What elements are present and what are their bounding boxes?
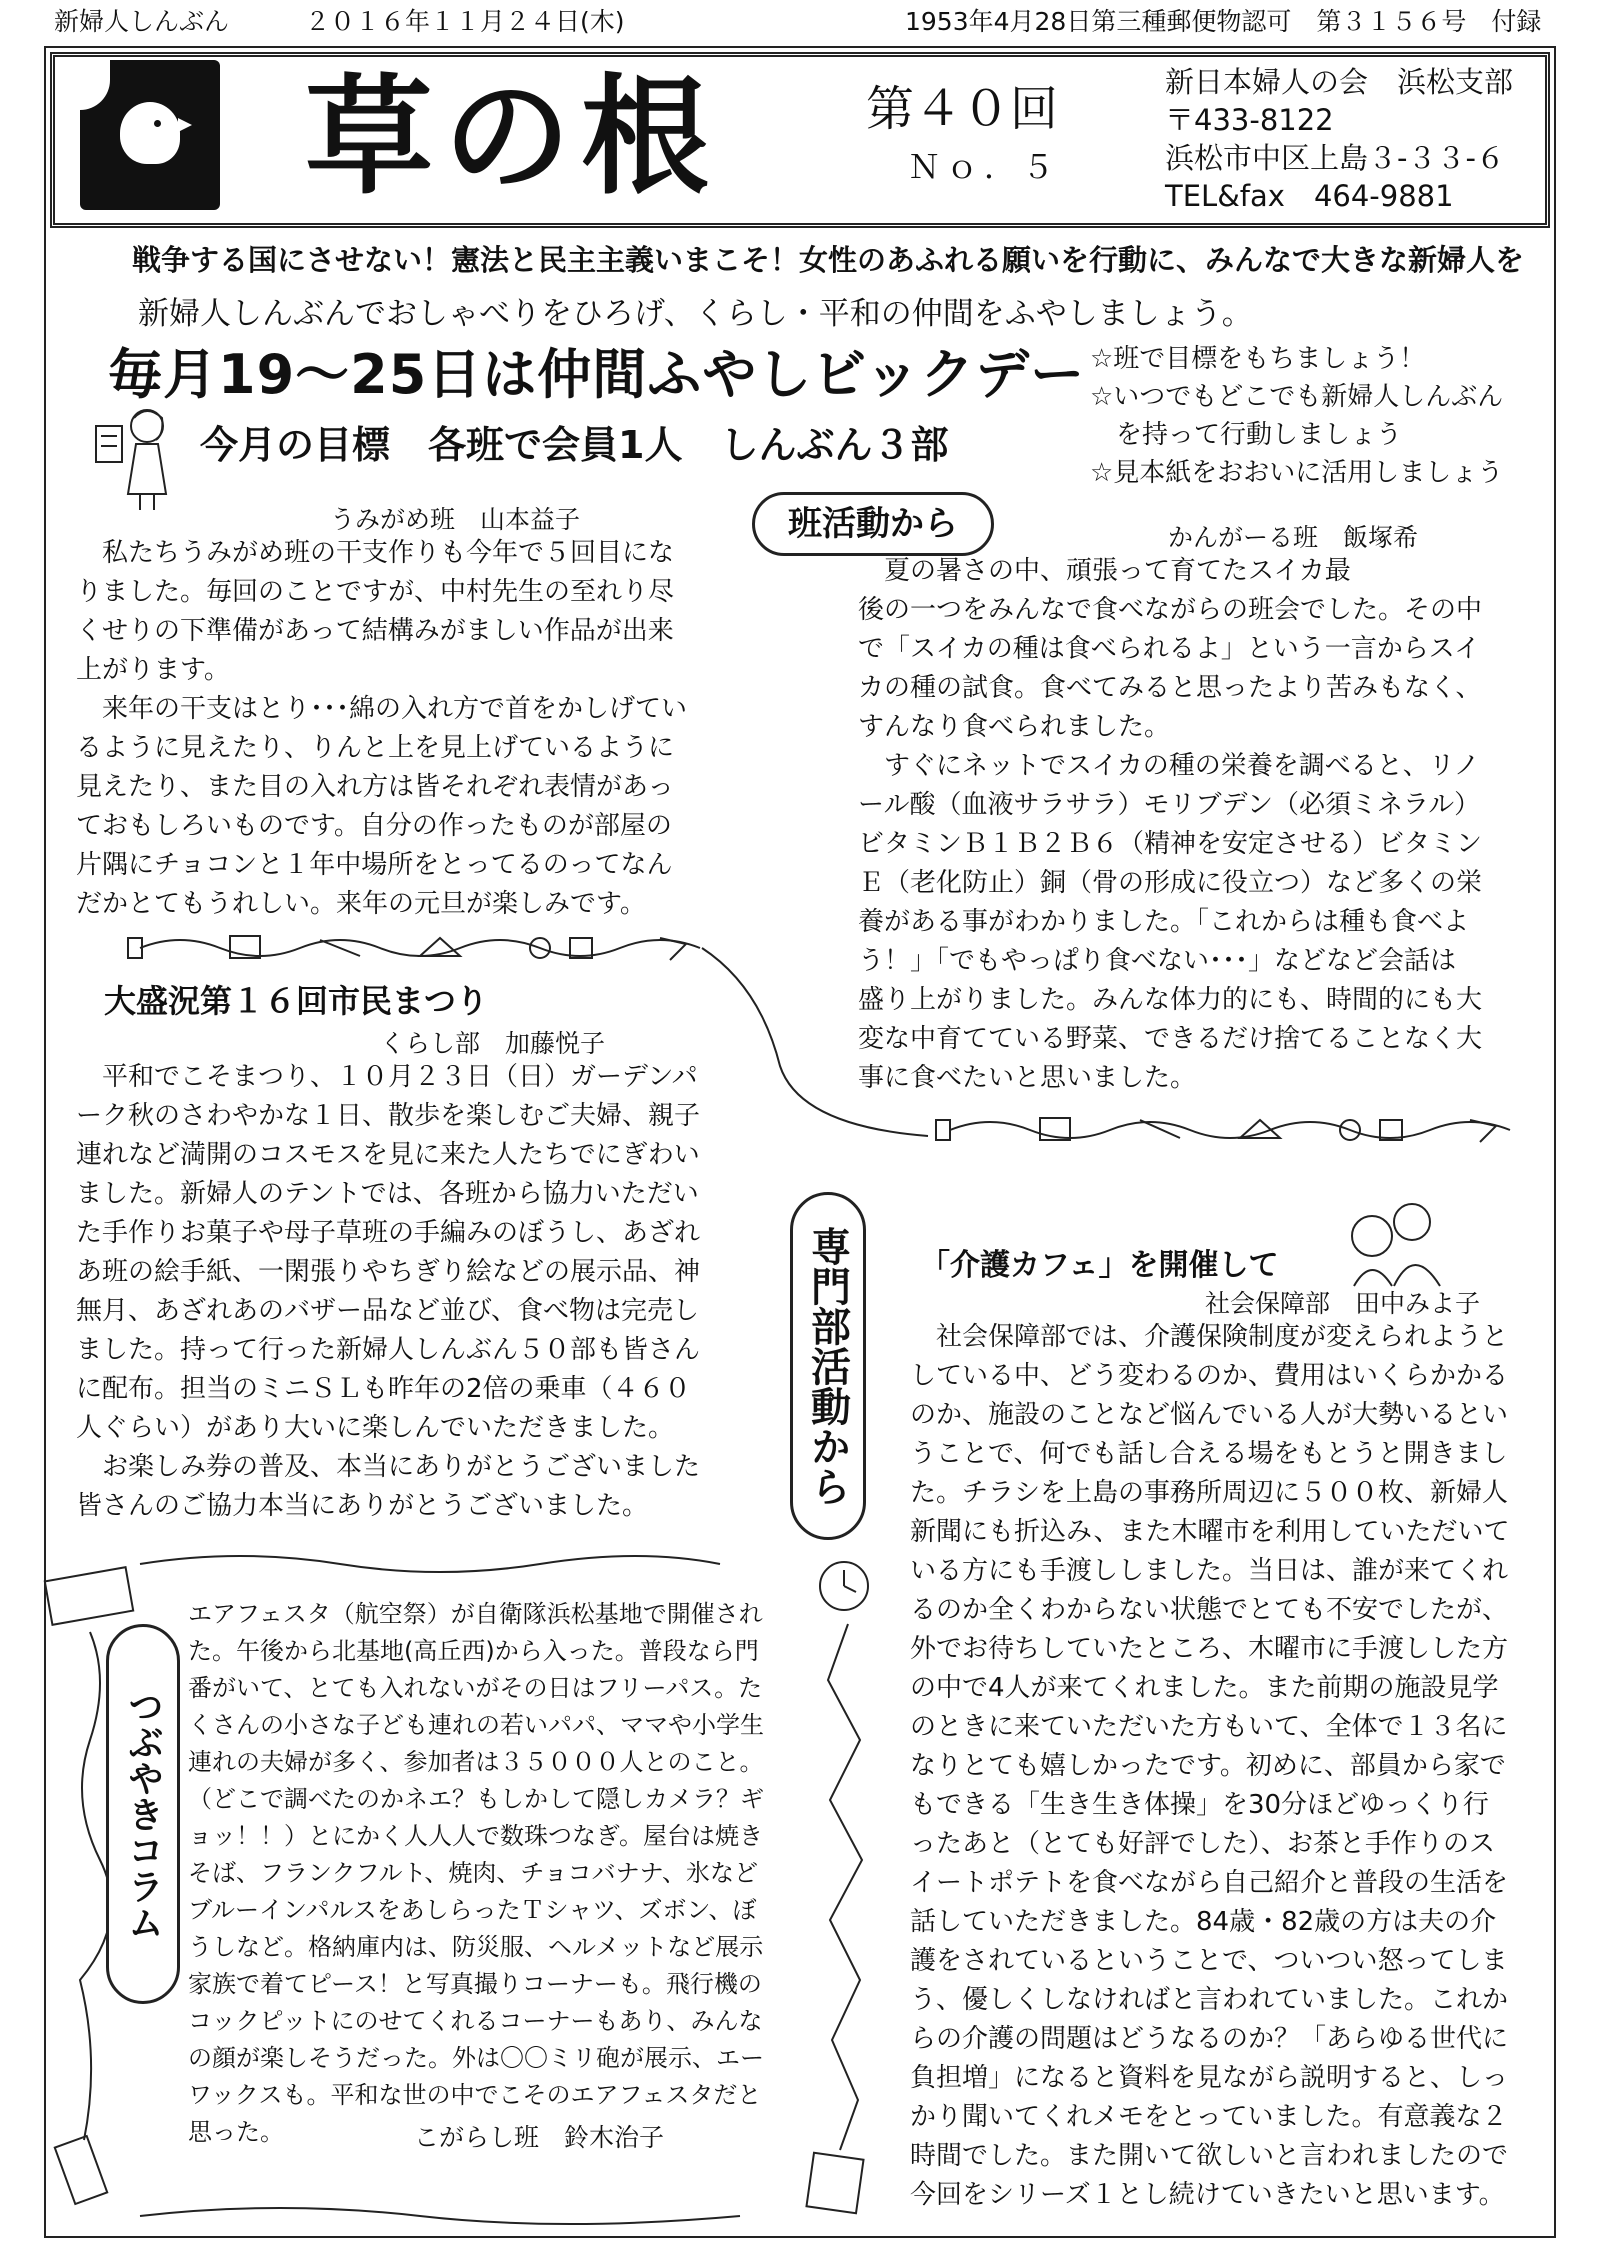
stationery-divider-icon	[120, 930, 720, 966]
text-line: 夏の暑さの中、頑張って育てたスイカ最	[858, 556, 1351, 586]
text-line: で「スイカの種は食べられるよ」という一言からスイ	[858, 634, 1481, 664]
text-line: う！」「でもやっぱり食べない･･･」などなど会話は	[858, 946, 1457, 976]
text-line: 連れの夫婦が多く、参加者は３５０００人とのこと。	[188, 1748, 764, 1776]
text-line: エアフェスタ（航空祭）が自衛隊浜松基地で開催され	[188, 1600, 763, 1628]
text-line: た手作りお菓子や母子草班の手編みのぼうし、あざれ	[76, 1218, 701, 1248]
text-line: ーク秋のさわやかな１日、散歩を楽しむご夫婦、親子	[76, 1101, 701, 1131]
text-line: くさんの小さな子ども連れの若いパパ、ママや小学生	[188, 1711, 764, 1739]
header-paper-name: 新婦人しんぶん	[54, 7, 230, 36]
tip: ☆班で目標をもちましょう！	[1090, 344, 1426, 374]
article3-title: 大盛況第１６回市民まつり	[104, 982, 489, 1020]
curve-connector	[700, 946, 930, 1146]
text-line: 事に食べたいと思いました。	[858, 1063, 1197, 1093]
text-line: そば、フランクフルト、焼肉、チョコバナナ、氷など	[188, 1859, 758, 1887]
text-line: ておもしろいものです。自分の作ったものが部屋の	[76, 811, 672, 841]
bird-logo-icon	[80, 60, 220, 210]
text-line: ワックスも。平和な世の中でこそのエアフェスタだと	[188, 2081, 762, 2109]
slogan: 戦争する国にさせない！憲法と民主主義いまこそ！女性のあふれる願いを行動に、みんなで大きな新婦人を	[132, 243, 1525, 277]
text-line: 私たちうみがめ班の干支作りも今年で５回目にな	[76, 538, 675, 568]
org-tel: TEL&fax 464-9881	[1165, 179, 1454, 213]
section-han: 班活動から	[752, 492, 994, 556]
text-line: 時間でした。また開いて欲しいと言われましたので	[910, 2141, 1509, 2171]
article4-body	[910, 1318, 1510, 2215]
text-line: りました。毎回のことですが、中村先生の至れり尽	[76, 577, 675, 607]
text-line: 新聞にも折込み、また木曜市を利用していただいて	[910, 1517, 1510, 1547]
tip: ☆見本紙をおおいに活用しましょう	[1090, 458, 1504, 488]
text-line: 家族で着てピース！と写真撮りコーナーも。飛行機の	[188, 1970, 762, 1998]
slogan-sub: 新婦人しんぶんでおしゃべりをひろげ、くらし・平和の仲間をふやしましょう。	[138, 296, 1253, 332]
stationery-divider-icon	[930, 1108, 1530, 1152]
text-line: に配布。担当のミニＳＬも昨年の2倍の乗車（４６０	[76, 1374, 691, 1404]
text-line: 後の一つをみんなで食べながらの班会でした。その中	[858, 595, 1483, 625]
text-line: るのか全くわからない状態でとても不安でしたが、	[910, 1595, 1509, 1625]
org-address: 浜松市中区上島３-３３-６	[1165, 141, 1505, 175]
header-permit: 1953年4月28日第三種郵便物認可 第３１５６号 付録	[905, 7, 1542, 36]
article2-body	[858, 552, 1482, 1098]
article4-title: 「介護カフェ」を開催して	[920, 1248, 1279, 1283]
text-line: の顔が楽しそうだった。外は〇〇ミリ砲が展示、エー	[188, 2044, 764, 2072]
text-line: （どこで調べたのかネエ？もしかして隠しカメラ？ギ	[188, 1785, 764, 1813]
campaign-headline: 毎月19～25日は仲間ふやしビックデー	[108, 343, 1086, 406]
text-line: うしなど。格納庫内は、防災服、ヘルメットなど展示	[188, 1933, 764, 1961]
text-line: すんなり食べられました。	[858, 712, 1171, 742]
org-name: 新日本婦人の会 浜松支部	[1165, 65, 1514, 99]
text-line: うことで、何でも話し合える場をもとうと開きまし	[910, 1439, 1508, 1469]
text-line: 変な中育てている野菜、できるだけ捨てることなく大	[858, 1024, 1483, 1054]
text-line: 上がります。	[76, 655, 230, 685]
text-line: 来年の干支はとり･･･綿の入れ方で首をかしげてい	[76, 694, 688, 724]
text-line: いる方にも手渡ししました。当日は、誰が来てくれ	[910, 1556, 1509, 1586]
text-line: の中で4人が来てくれました。また前期の施設見学	[910, 1673, 1499, 1703]
text-line: ョッ！！）とにかく人人人で数珠つなぎ。屋台は焼き	[188, 1822, 764, 1850]
text-line: だかとてもうれしい。来年の元旦が楽しみです。	[76, 889, 646, 919]
column-author: こがらし班 鈴木治子	[414, 2123, 665, 2152]
issue-number: Ｎｏ．５	[908, 148, 1061, 186]
text-line: 人ぐらい）があり大いに楽しんでいただきました。	[76, 1413, 675, 1443]
text-line: 無月、あざれあのバザー品など並び、食べ物は完売し	[76, 1296, 699, 1326]
text-line: している中、どう変わるのか、費用はいくらかかる	[910, 1361, 1509, 1391]
text-line: 養がある事がわかりました。「これからは種も食べよ	[858, 907, 1470, 937]
text-line: なりとても嬉しかったです。初めに、部員から家で	[910, 1751, 1506, 1781]
section-column: つぶやきコラム	[106, 1624, 180, 2004]
text-line: 平和でこそまつり、１０月２３日（日）ガーデンパ	[76, 1062, 698, 1092]
text-line: くせりの下準備があって結構みがましい作品が出来	[76, 616, 674, 646]
text-line: 今回をシリーズ１とし続けていきたいと思います。	[910, 2180, 1505, 2210]
article4-author: 社会保障部 田中みよ子	[1205, 1289, 1481, 1318]
woman-with-paper-icon	[92, 404, 182, 514]
article1-body	[76, 534, 687, 924]
text-line: う、優しくしなければと言われていました。これか	[910, 1985, 1509, 2015]
text-line: 見えたり、また目の入れ方は皆それぞれ表情があっ	[76, 772, 674, 802]
column-last-line: 思った。	[188, 2118, 284, 2146]
masthead-title: 草の根	[305, 62, 720, 212]
text-line: ました。新婦人のテントでは、各班から協力いただい	[76, 1179, 699, 1209]
article1-author: うみがめ班 山本益子	[330, 505, 581, 534]
text-line: 連れなど満開のコスモスを見に来た人たちでにぎわい	[76, 1140, 700, 1170]
text-line: ール酸（血液サラサラ）モリブデン（必須ミネラル）	[858, 790, 1481, 820]
tip: ☆いつでもどこでも新婦人しんぶん	[1090, 382, 1504, 412]
text-line: 負担増」になると資料を見ながら説明すると、しっ	[910, 2063, 1509, 2093]
text-line: ったあと（とても好評でした）、お茶と手作りのス	[910, 1829, 1496, 1859]
section-senmon: 専門部活動から	[790, 1192, 866, 1540]
text-line: かり聞いてくれメモをとっていました。有意義な２	[910, 2102, 1508, 2132]
issue-count: 第４０回	[866, 81, 1059, 137]
text-line: るように見えたり、りんと上を見上げているように	[76, 733, 675, 763]
tip: を持って行動しましょう	[1090, 420, 1403, 450]
text-line: イートポテトを食べながら自己紹介と普段の生活を	[910, 1868, 1509, 1898]
article2-author: かんがーる班 飯塚希	[1168, 523, 1419, 552]
text-line: らの介護の問題はどうなるのか？「あらゆる世代に	[910, 2024, 1509, 2054]
caregivers-icon	[1340, 1192, 1450, 1288]
text-line: 外でお待ちしていたところ、木曜市に手渡しした方	[910, 1634, 1509, 1664]
text-line: お楽しみ券の普及、本当にありがとうございました	[76, 1452, 701, 1482]
text-line: コックピットにのせてくれるコーナーもあり、みんな	[188, 2007, 763, 2035]
text-line: あ班の絵手紙、一閑張りやちぎり絵などの展示品、神	[76, 1257, 701, 1287]
text-line: 片隅にチョコンと１年中場所をとってるのってなん	[76, 850, 673, 880]
text-line: 皆さんのご協力本当にありがとうございました。	[76, 1491, 649, 1521]
text-line: のか、施設のことなど悩んでいる人が大勢いるとい	[910, 1400, 1509, 1430]
text-line: 社会保障部では、介護保険制度が変えられようと	[910, 1322, 1509, 1352]
article3-body	[76, 1058, 700, 1526]
column-body	[188, 1596, 764, 2114]
text-line: た。チラシを上島の事務所周辺に５００枚、新婦人	[910, 1478, 1509, 1508]
text-line: ブルーインパルスをあしらったＴシャツ、ズボン、ぼ	[188, 1896, 757, 1924]
article3-author: くらし部 加藤悦子	[380, 1029, 606, 1058]
text-line: ました。持って行った新婦人しんぶん５０部も皆さん	[76, 1335, 701, 1365]
text-line: Ｅ（老化防止）銅（骨の形成に役立つ）など多くの栄	[858, 868, 1483, 898]
campaign-goal: 今月の目標 各班で会員1人 しんぶん３部	[200, 423, 949, 467]
header-date: ２０１６年１１月２４日(木)	[305, 7, 625, 36]
text-line: 護をされているということで、ついつい怒ってしま	[910, 1946, 1508, 1976]
text-line: 番がいて、とても入れないがその日はフリーパス。た	[188, 1674, 763, 1702]
text-line: カの種の試食。食べてみると思ったより苦みもなく、	[858, 673, 1482, 703]
text-line: た。午後から北基地(高丘西)から入った。普段なら門	[188, 1637, 759, 1665]
text-line: 話していただきました。84歳・82歳の方は夫の介	[910, 1907, 1497, 1937]
text-line: 盛り上がりました。みんな体力的にも、時間的にも大	[858, 985, 1483, 1015]
text-line: もできる「生き生き体操」を30分ほどゆっくり行	[910, 1790, 1489, 1820]
text-line: ビタミンＢ１Ｂ２Ｂ６（精神を安定させる）ビタミン	[858, 829, 1483, 859]
text-line: のときに来ていただいた方もいて、全体で１３名に	[910, 1712, 1508, 1742]
org-postal: 〒433-8122	[1165, 103, 1334, 137]
text-line: すぐにネットでスイカの種の栄養を調べると、リノ	[858, 751, 1480, 781]
